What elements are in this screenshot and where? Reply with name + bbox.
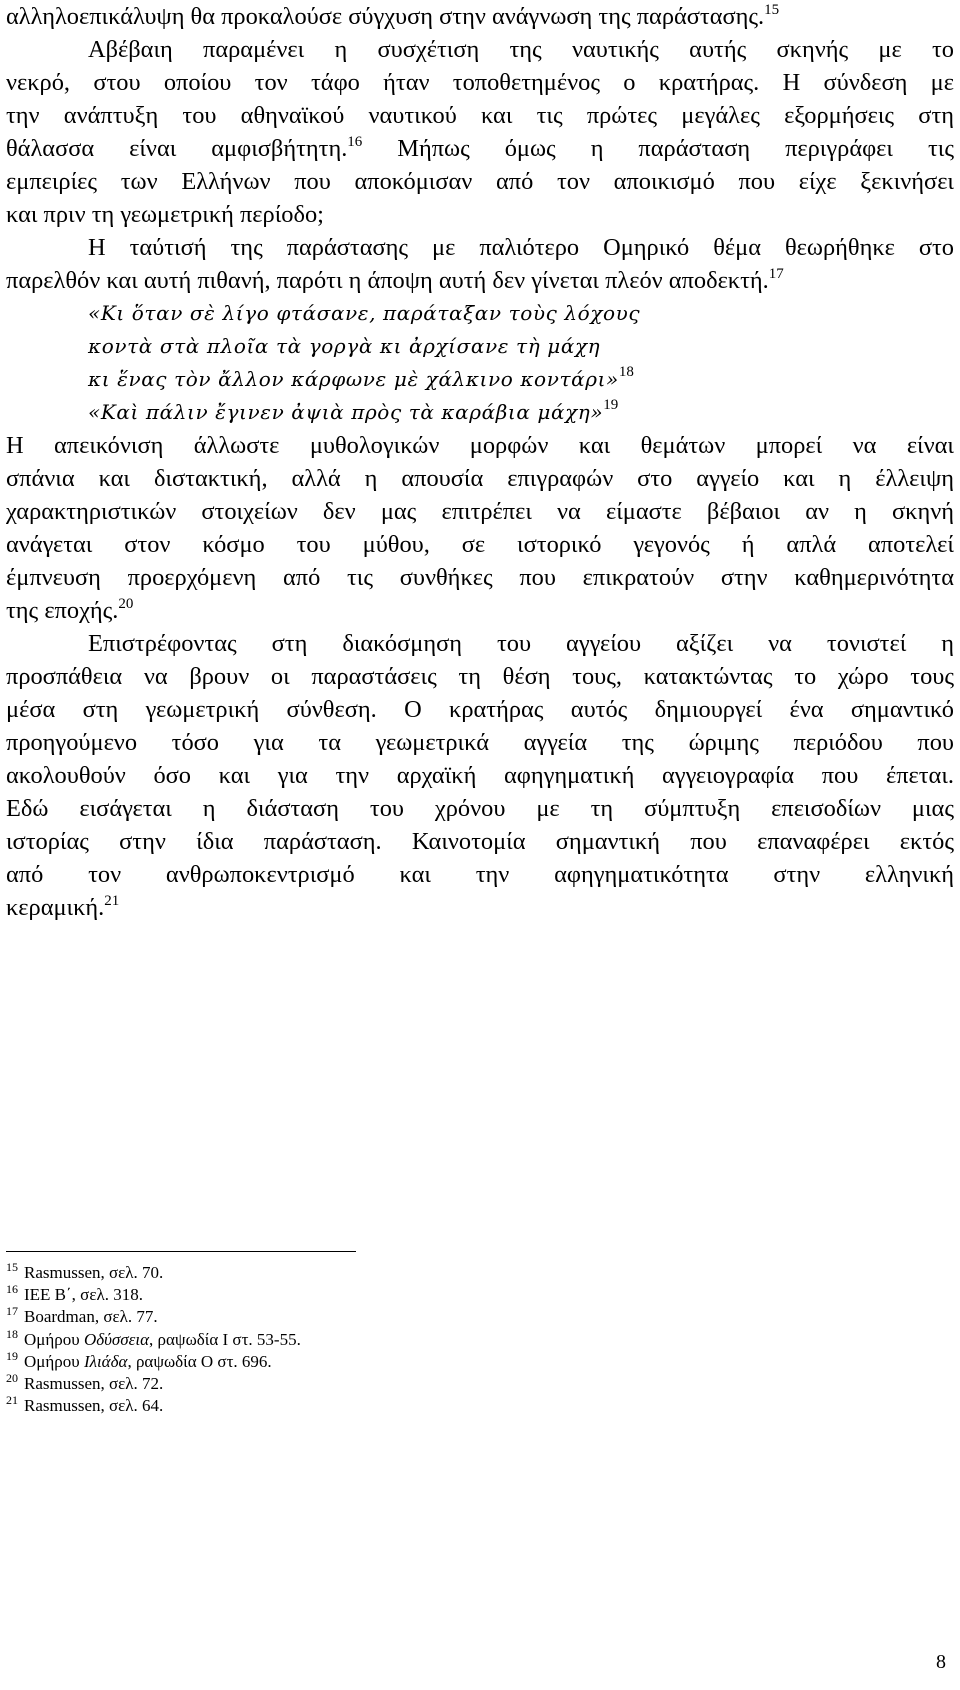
footnote [6, 1306, 301, 1328]
paragraph-3 [6, 627, 954, 924]
footnote-ref[interactable]: 16 [347, 134, 363, 150]
text-line [6, 594, 954, 627]
page-body [6, 0, 954, 924]
text: Μήπως όμως η παράσταση περιγράφει τις [362, 135, 954, 162]
text: Αβέβαιη παραμένει η συσχέτιση της ναυτικής αυτής σκηνής με το [88, 36, 954, 63]
text: από τον ανθρωποκεντρισμό και την αφηγηματικότητα στην ελληνική [6, 861, 954, 888]
footnote-text: Ομήρου [24, 1329, 84, 1349]
footnote-ref[interactable]: 19 [603, 397, 619, 413]
footnote [6, 1348, 301, 1373]
text-line [6, 561, 954, 594]
text-line [6, 495, 954, 528]
footnote-text: Rasmussen, σελ. 72. [24, 1374, 164, 1394]
footnote [6, 1395, 301, 1417]
quote-line [6, 363, 954, 396]
text: ακολουθούν όσο και για την αρχαϊκή αφηγηματική αγγειογραφία που έπεται. [6, 762, 954, 789]
footnote-work-title: Ιλιάδα [83, 1351, 128, 1371]
text: χαρακτηριστικών στοιχείων δεν μας επιτρέπει να είμαστε βέβαιοι αν η σκηνή [6, 498, 954, 525]
footnote-ref[interactable]: 15 [764, 2, 780, 18]
footnote-text: , ραψωδία Ο στ. 696. [127, 1351, 272, 1371]
text: Εδώ εισάγεται η διάσταση του χρόνου με τη σύμπτυξη επεισοδίων μιας [6, 795, 954, 822]
text-line [6, 759, 954, 792]
footnote-text: Rasmussen, σελ. 70. [24, 1263, 164, 1282]
text: Η απεικόνιση άλλωστε μυθολογικών μορφών και θεμάτων μπορεί να είναι [6, 432, 954, 459]
text: και πριν τη γεωμετρική περίοδο; [6, 201, 324, 228]
quote-line [6, 330, 954, 363]
paragraph-1 [6, 0, 954, 297]
footnotes [6, 1262, 301, 1417]
text: θάλασσα είναι αμφισβήτητη. [6, 135, 348, 162]
text: αλληλοεπικάλυψη θα προκαλούσε σύγχυση στην ανάγνωση της παράστασης. [6, 3, 765, 30]
text: προσπάθεια να βρουν οι παραστάσεις τη θέση τους, κατακτώντας το χώρο τους [6, 663, 954, 690]
text-line [6, 792, 954, 825]
text: της εποχής. [6, 597, 119, 624]
text: ιστορίας στην ίδια παράσταση. Καινοτομία σημαντική που επαναφέρει εκτός [6, 828, 954, 855]
text: «Καὶ πάλιν ἔγινεν ἀψιὰ πρὸς τὰ καράβια μάχη» [88, 400, 604, 424]
text: Η ταύτισή της παράστασης με παλιότερο Ομηρικό θέμα θεωρήθηκε στο [88, 234, 954, 261]
text: σπάνια και διστακτική, αλλά η απουσία επιγραφών στο αγγείο και η έλλειψη [6, 465, 954, 492]
text-line [6, 429, 954, 462]
text-line [6, 0, 954, 33]
text-line [6, 66, 954, 99]
text: κι ἕνας τὸν ἄλλον κάρφωνε μὲ χάλκινο κοντάρι» [88, 367, 619, 391]
footnote-text: , ραψωδία Ι στ. 53-55. [149, 1329, 301, 1349]
quote-line [6, 396, 954, 429]
text: την ανάπτυξη του αθηναϊκού ναυτικού και τις πρώτες μεγάλες εξορμήσεις στη [6, 102, 954, 129]
text-line [6, 528, 954, 561]
quote-line [6, 297, 954, 330]
text: έμπνευση προερχόμενη από τις συνθήκες που επικρατούν στην καθημερινότητα [6, 564, 954, 591]
footnote-text: Boardman, σελ. 77. [24, 1307, 158, 1327]
text: κοντὰ στὰ πλοῖα τὰ γοργὰ κι ἀρχίσανε τὴ μάχη [88, 334, 601, 358]
paragraph-2 [6, 429, 954, 627]
footnote [6, 1284, 301, 1306]
footnote-text: ΙΕΕ Β΄, σελ. 318. [24, 1285, 143, 1305]
footnote [6, 1262, 301, 1284]
text-line [6, 231, 954, 264]
text-line [6, 99, 954, 132]
footnote-text: Ομήρου [24, 1351, 84, 1371]
footnote-work-title: Οδύσσεια [83, 1329, 150, 1349]
text: κεραμική. [6, 894, 105, 921]
text: εμπειρίες των Ελλήνων που αποκόμισαν από τον αποικισμό που είχε ξεκινήσει [6, 168, 954, 195]
homeric-quotes [6, 297, 954, 429]
footnote [6, 1373, 301, 1395]
text: προηγούμενο τόσο για τα γεωμετρικά αγγεία της ώριμης περιόδου που [6, 729, 954, 756]
footnote-number: 16 [6, 1282, 18, 1297]
text-line [6, 726, 954, 759]
text-line [6, 627, 954, 660]
footnote-separator [6, 1251, 356, 1252]
footnote-text: Rasmussen, σελ. 64. [24, 1396, 164, 1416]
text-line [6, 693, 954, 726]
text-line [6, 165, 954, 198]
text: νεκρό, στου οποίου τον τάφο ήταν τοποθετημένος ο κρατήρας. Η σύνδεση με [6, 69, 954, 96]
footnote-number: 21 [6, 1393, 18, 1408]
text: μέσα στη γεωμετρική σύνθεση. Ο κρατήρας αυτός δημιουργεί ένα σημαντικό [6, 696, 954, 723]
footnote-ref[interactable]: 17 [768, 266, 784, 282]
text: «Κι ὅταν σὲ λίγο φτάσανε, παράταξαν τοὺς λόχους [88, 301, 641, 325]
text-line [6, 858, 954, 891]
footnote-number: 15 [6, 1260, 18, 1274]
text-line [6, 198, 954, 231]
footnote-number: 19 [6, 1348, 18, 1363]
text-line [6, 660, 954, 693]
text: παρελθόν και αυτή πιθανή, παρότι η άποψη αυτή δεν γίνεται πλεόν αποδεκτή. [6, 267, 769, 294]
page-number: 8 [936, 1651, 946, 1673]
text: ανάγεται στον κόσμο του μύθου, σε ιστορικό γεγονός ή απλά αποτελεί [6, 531, 954, 558]
footnote [6, 1326, 301, 1351]
text-line [6, 462, 954, 495]
footnote-number: 17 [6, 1304, 18, 1319]
text-line [6, 132, 954, 165]
text-line [6, 33, 954, 66]
footnote-ref[interactable]: 20 [118, 596, 134, 612]
footnote-ref[interactable]: 21 [104, 893, 120, 909]
text-line [6, 264, 954, 297]
footnote-number: 20 [6, 1371, 18, 1386]
footnote-ref[interactable]: 18 [618, 364, 634, 380]
text-line [6, 825, 954, 858]
text: Επιστρέφοντας στη διακόσμηση του αγγείου αξίζει να τονιστεί η [88, 630, 954, 657]
footnote-number: 18 [6, 1326, 18, 1341]
text-line [6, 891, 954, 924]
